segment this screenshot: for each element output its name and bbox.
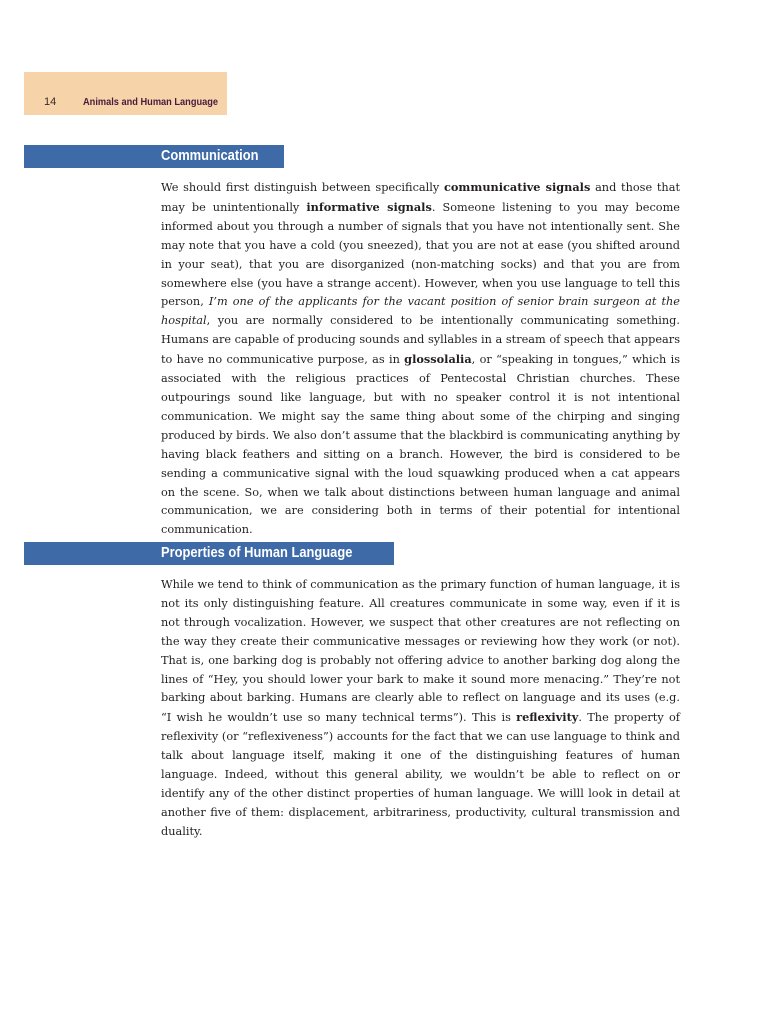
text-run: . Someone listening to you may become informed about you through a number of signals that you have not intentionally sent. She may note that you have a cold (you sneezed), that you are not at ease (you shifted around in your seat), that you are disorganized (non-matching socks) and that you are from somewhere else (you have a strange accent). However, when you use language to tell this person, xyxy=(161,200,680,309)
term-glossolalia: glossolalia xyxy=(404,352,472,367)
text-run: , or “speaking in tongues,” which is associated with the religious practices of Pentecostal Christian churches. These outpourings sound like language, but with no speaker control it is not intentional communication. We might say the same thing about some of the chirping and singing produced by birds. We also don’t assume that the blackbird is communicating anything by having black feathers and sitting on a branch. However, the bird is considered to be sending a communicative signal with the loud squawking produced when a cat appears on the scene. So, when we talk about distinctions between human language and animal communication, we are considering both in terms of their potential for intentional communication. xyxy=(161,353,680,537)
text-run: We should first distinguish between specifically xyxy=(161,181,444,194)
text-run: While we tend to think of communication as the primary function of human language, it is not its only distinguishing feature. All creatures communicate in some way, even if it is not through vocalization. However, we suspect that other creatures are not reflecting on the way they create their communicative messages or reviewing how they work (or not). That is, one barking dog is probably not offering advice to another barking dog along the lines of “Hey, you should lower your bark to make it sound more menacing.” They’re not barking about barking. Humans are clearly able to reflect on language and its uses (e.g. “I wish he wouldn’t use so many technical terms”). This is xyxy=(161,578,680,725)
italic-quote: I’m one of the applicants for the vacant position of senior brain surgeon at the hospital xyxy=(161,295,680,328)
section-heading-properties xyxy=(24,542,394,565)
paragraph-communication xyxy=(161,178,680,540)
text-run: , you are normally considered to be intentionally communicating something. Humans are capable of producing sounds and syllables in a stream of speech that appears to have no communicative purpose, as in xyxy=(161,314,680,367)
paragraph-properties xyxy=(161,576,680,842)
term-reflexivity: reflexivity xyxy=(516,710,579,725)
running-head xyxy=(24,72,227,115)
term-communicative-signals: communicative signals xyxy=(444,180,591,194)
term-informative-signals: informative signals xyxy=(306,199,432,214)
section-heading-text: Communication xyxy=(161,147,259,164)
section-heading-communication xyxy=(24,145,284,168)
section-heading-text: Properties of Human Language xyxy=(161,544,353,561)
text-run: . The property of reflexivity (or “reflexiveness”) accounts for the fact that we can use language to think and talk about language itself, making it one of the distinguishing features of human language. Indeed, without this general ability, we wouldn’t be able to reflect on or identify any of the other distinct properties of human language. We willl look in detail at another five of them: displacement, arbitrariness, productivity, cultural transmission and duality. xyxy=(161,711,680,838)
text-run: and those that may be unintentionally xyxy=(161,181,680,214)
page-number: 14 xyxy=(44,96,57,108)
running-title: Animals and Human Language xyxy=(83,96,219,108)
